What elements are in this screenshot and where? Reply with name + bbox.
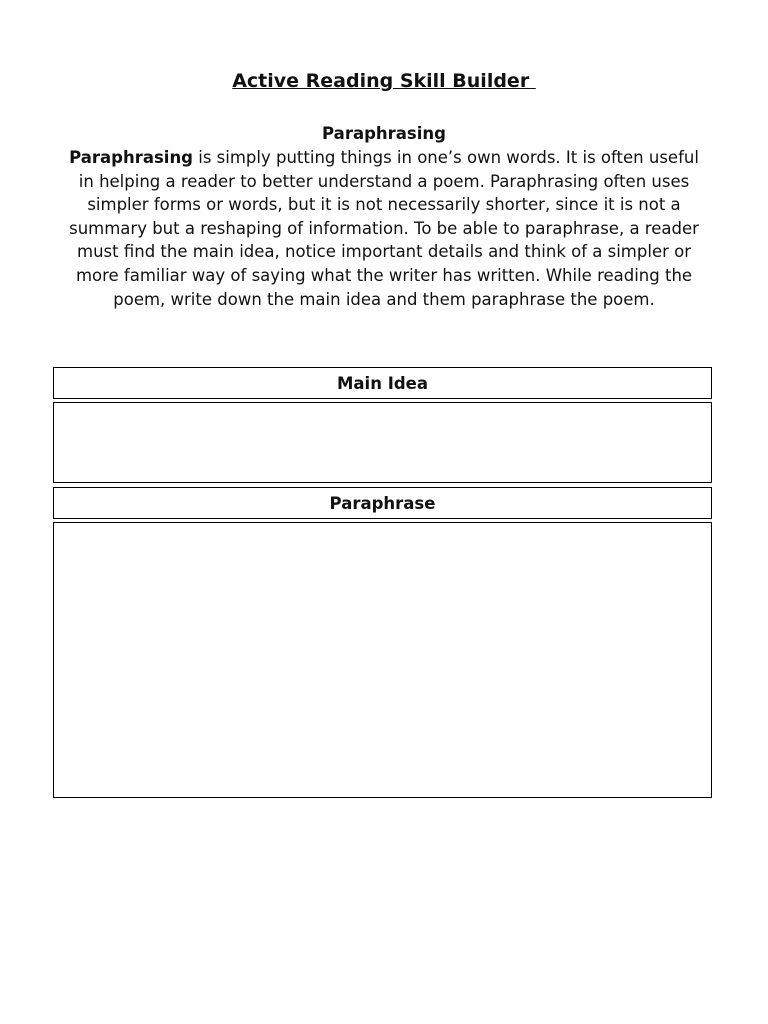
- paraphrase-header: [53, 487, 712, 519]
- main-idea-label: Main Idea: [337, 373, 428, 393]
- instructions-text: is simply putting things in one’s own words. It is often useful in helping a reader to better understand a poem. Paraphrasing often uses simpler forms or words, but it is not necessarily shorter, since it is not a summary but a reshaping of information. To be able to paraphrase, a reader must find the main idea, notice important details and think of a simpler or more familiar way of saying what the writer has written. While reading the poem, write down the main idea and them paraphrase the poem.: [69, 148, 699, 309]
- paraphrase-label: Paraphrase: [329, 493, 436, 513]
- main-idea-header: [53, 367, 712, 399]
- instructions-paragraph: [62, 146, 706, 311]
- paraphrase-answer-box[interactable]: [53, 522, 712, 798]
- key-term: Paraphrasing: [69, 148, 193, 167]
- worksheet-title: Active Reading Skill Builder: [232, 70, 536, 92]
- main-idea-answer-box[interactable]: [53, 402, 712, 483]
- section-heading: Paraphrasing: [322, 124, 446, 143]
